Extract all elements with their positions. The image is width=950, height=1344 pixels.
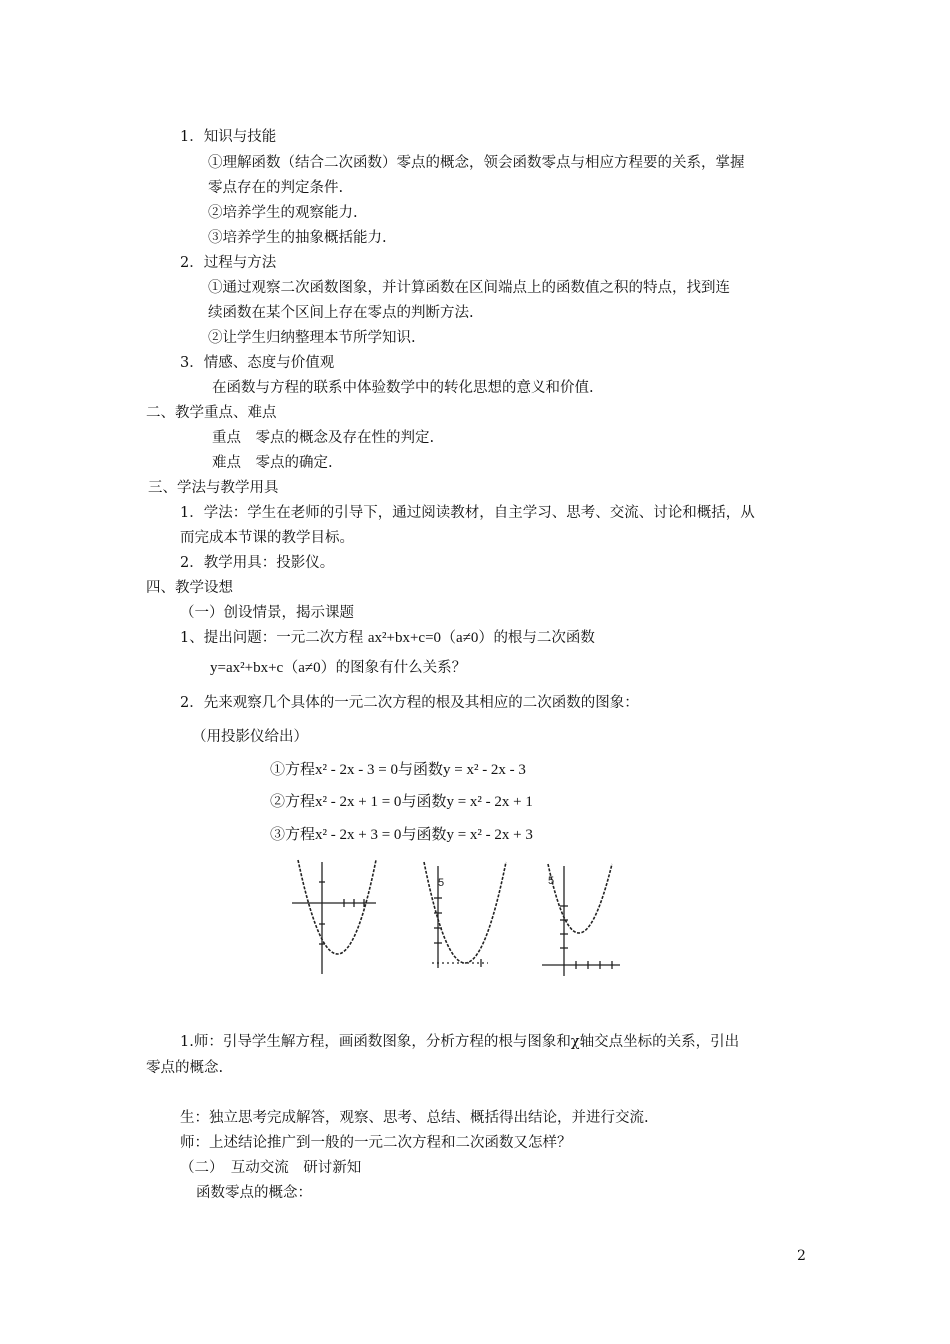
equation-line-1: ①方程x² - 2x - 3 = 0与函数y = x² - 2x - 3: [270, 760, 526, 778]
paragraph-line: 2．教学用具：投影仪。: [180, 555, 335, 571]
heading-methods: 三、学法与教学用具: [148, 480, 279, 496]
section-heading-attitude: 3．情感、态度与价值观: [180, 355, 335, 371]
question-line: y=ax²+bx+c（a≠0）的图象有什么关系？: [210, 660, 467, 676]
parabola-curve: [548, 864, 612, 933]
heading-key-points: 二、教学重点、难点: [146, 405, 277, 421]
paragraph-line: ②培养学生的观察能力.: [208, 205, 358, 221]
paragraph-line: 生：独立思考完成解答，观察、思考、总结、概括得出结论，并进行交流.: [180, 1110, 649, 1126]
paragraph-line: 1.师：引导学生解方程，画函数图象，分析方程的根与图象和χ轴交点坐标的关系，引出: [180, 1034, 740, 1050]
page-number: 2: [797, 1248, 806, 1264]
tick-label: 5: [438, 877, 445, 889]
section-heading-knowledge: 1．知识与技能: [180, 129, 277, 145]
heading-design: 四、教学设想: [146, 580, 233, 596]
parabola-graphs-figure: [288, 858, 628, 978]
paragraph-line: ①理解函数（结合二次函数）零点的概念，领会函数零点与相应方程要的关系，掌握: [208, 155, 745, 171]
paragraph-line: 在函数与方程的联系中体验数学中的转化思想的意义和价值.: [212, 380, 594, 396]
graph-1: [292, 860, 376, 974]
paragraph-line: 师：上述结论推广到一般的一元二次方程和二次函数又怎样？: [180, 1135, 572, 1151]
paragraph-line: 函数零点的概念：: [196, 1185, 312, 1201]
paragraph-line: 重点 零点的概念及存在性的判定.: [212, 430, 435, 446]
paragraph-line: 1．学法：学生在老师的引导下，通过阅读教材，自主学习、思考、交流、讨论和概括，从: [180, 505, 755, 521]
sub-heading: （二） 互动交流 研讨新知: [180, 1160, 362, 1176]
graph-2: [424, 862, 506, 968]
paragraph-line: ③培养学生的抽象概括能力.: [208, 230, 387, 246]
graph-3: [542, 864, 620, 976]
tick-label: 5: [548, 875, 555, 887]
paragraph-line: （用投影仪给出）: [192, 729, 308, 745]
parabola-curve: [298, 860, 376, 954]
equation-line-3: ③方程x² - 2x + 3 = 0与函数y = x² - 2x + 3: [270, 825, 533, 843]
sub-heading: （一）创设情景，揭示课题: [180, 605, 354, 621]
paragraph-line: 续函数在某个区间上存在零点的判断方法.: [208, 305, 474, 321]
paragraph-line: 零点存在的判定条件.: [208, 180, 344, 196]
paragraph-line: 零点的概念.: [146, 1060, 224, 1076]
equation-line-2: ②方程x² - 2x + 1 = 0与函数y = x² - 2x + 1: [270, 792, 533, 810]
paragraph-line: ①通过观察二次函数图象，并计算函数在区间端点上的函数值之积的特点，找到连: [208, 280, 730, 296]
section-heading-process: 2．过程与方法: [180, 255, 277, 271]
question-line: 1、提出问题：一元二次方程 ax²+bx+c=0（a≠0）的根与二次函数: [180, 630, 595, 646]
paragraph-line: 而完成本节课的教学目标。: [180, 530, 354, 546]
paragraph-line: 难点 零点的确定.: [212, 455, 333, 471]
parabola-curve: [424, 862, 506, 963]
paragraph-line: ②让学生归纳整理本节所学知识.: [208, 330, 416, 346]
paragraph-line: 2．先来观察几个具体的一元二次方程的根及其相应的二次函数的图象：: [180, 695, 639, 711]
